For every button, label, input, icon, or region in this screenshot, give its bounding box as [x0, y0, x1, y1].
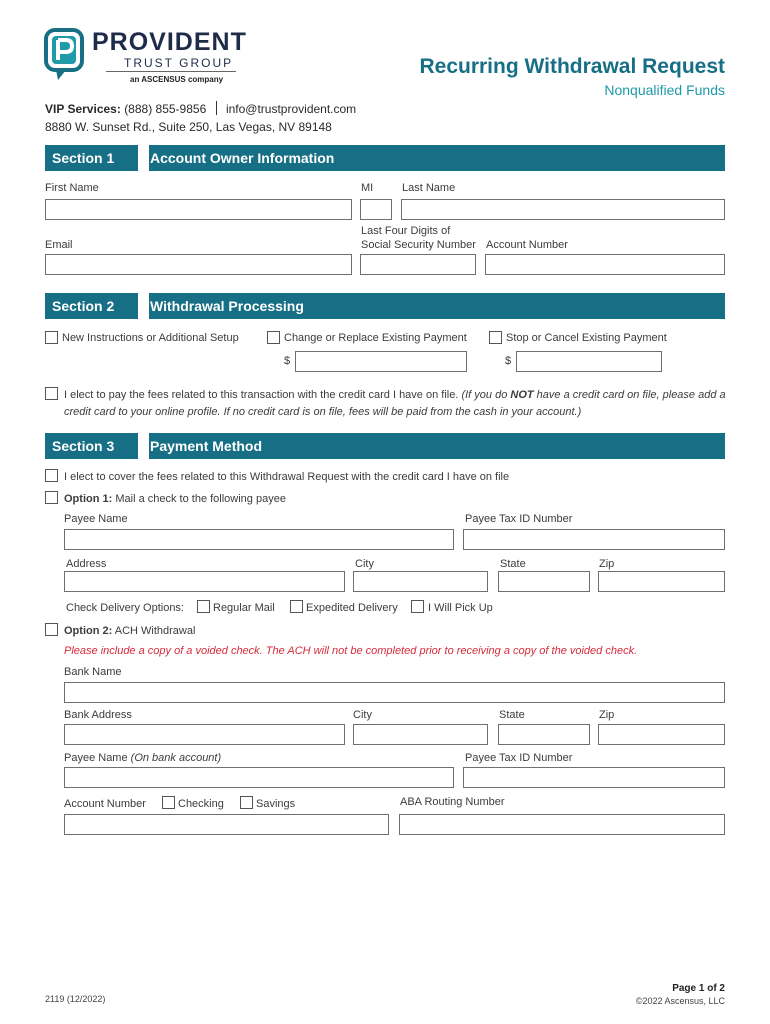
- bank-payee-name-italic: (On bank account): [130, 752, 222, 764]
- section-2-title: Withdrawal Processing: [150, 298, 304, 314]
- vip-phone[interactable]: (888) 855-9856: [124, 102, 207, 116]
- bank-address-label: Bank Address: [64, 709, 132, 721]
- checking-checkbox[interactable]: [162, 796, 175, 809]
- change-dollar-sign: $: [284, 355, 291, 367]
- new-instructions-checkbox[interactable]: [45, 331, 58, 344]
- option-2-checkbox[interactable]: [45, 623, 58, 636]
- pick-up-checkbox[interactable]: [411, 600, 424, 613]
- bank-account-number-field[interactable]: [64, 814, 389, 835]
- savings-label: Savings: [256, 798, 296, 810]
- mi-label: MI: [361, 182, 374, 194]
- last-name-label: Last Name: [402, 182, 456, 194]
- section-1-number: Section 1: [52, 150, 115, 166]
- bank-city-label: City: [353, 709, 372, 721]
- option-2-title: Option 2:: [64, 625, 113, 637]
- fee-not: NOT: [510, 389, 534, 401]
- pick-up-label: I Will Pick Up: [428, 602, 493, 614]
- contact-divider: [216, 101, 217, 115]
- option-1-checkbox[interactable]: [45, 491, 58, 504]
- logo-mark-icon: [44, 28, 84, 82]
- change-payment-checkbox[interactable]: [267, 331, 280, 344]
- ssn-label-line1: Last Four Digits of: [361, 225, 451, 237]
- delivery-options-label: Check Delivery Options:: [66, 602, 184, 614]
- option-1-text: Mail a check to the following payee: [115, 493, 286, 505]
- section-3-title: Payment Method: [150, 438, 263, 454]
- city-field[interactable]: [353, 571, 488, 592]
- state-field[interactable]: [498, 571, 590, 592]
- logo-tag: an ASCENSUS company: [130, 75, 224, 84]
- payee-tax-id-field[interactable]: [463, 529, 725, 550]
- first-name-field[interactable]: [45, 199, 352, 220]
- savings-checkbox[interactable]: [240, 796, 253, 809]
- section-divider: [138, 293, 149, 319]
- ssn-field[interactable]: [360, 254, 476, 275]
- section-2-number: Section 2: [52, 298, 115, 314]
- zip-label: Zip: [599, 558, 615, 570]
- section-1-title: Account Owner Information: [150, 150, 335, 166]
- address-field[interactable]: [64, 571, 345, 592]
- vip-label: VIP Services:: [45, 102, 121, 116]
- bank-name-label: Bank Name: [64, 666, 122, 678]
- page-title: Recurring Withdrawal Request: [419, 55, 725, 78]
- page-subtitle: Nonqualified Funds: [604, 82, 725, 98]
- section-3-header: [45, 433, 725, 459]
- bank-account-number-label: Account Number: [64, 798, 146, 810]
- ssn-label-line2: Social Security Number: [361, 239, 476, 251]
- aba-routing-field[interactable]: [399, 814, 725, 835]
- section-divider: [138, 145, 149, 171]
- zip-field[interactable]: [598, 571, 725, 592]
- address-label: Address: [66, 558, 107, 570]
- fee-italic-a: (If you do: [461, 389, 508, 401]
- stop-dollar-sign: $: [505, 355, 512, 367]
- fee-credit-card-checkbox[interactable]: [45, 387, 58, 400]
- cover-fees-checkbox[interactable]: [45, 469, 58, 482]
- option-1-title: Option 1:: [64, 493, 113, 505]
- bank-payee-tax-field[interactable]: [463, 767, 725, 788]
- first-name-label: First Name: [45, 182, 99, 194]
- bank-state-field[interactable]: [498, 724, 590, 745]
- account-number-field[interactable]: [485, 254, 725, 275]
- stop-payment-checkbox[interactable]: [489, 331, 502, 344]
- logo-sub: TRUST GROUP: [124, 56, 234, 70]
- contact-address: 8880 W. Sunset Rd., Suite 250, Las Vegas, NV 89148: [45, 120, 332, 134]
- payee-name-label: Payee Name: [64, 513, 128, 525]
- bank-payee-name-text: Payee Name: [64, 752, 128, 764]
- bank-payee-tax-label: Payee Tax ID Number: [465, 752, 573, 764]
- regular-mail-checkbox[interactable]: [197, 600, 210, 613]
- contact-line: [45, 101, 356, 116]
- bank-state-label: State: [499, 709, 525, 721]
- fee-credit-card-text: [64, 389, 726, 401]
- payee-tax-id-label: Payee Tax ID Number: [465, 513, 573, 525]
- bank-city-field[interactable]: [353, 724, 488, 745]
- logo-divider: [106, 71, 236, 72]
- new-instructions-label: New Instructions or Additional Setup: [62, 332, 239, 344]
- fee-text: I elect to pay the fees related to this transaction with the credit card I have on file.: [64, 389, 459, 401]
- stop-payment-label: Stop or Cancel Existing Payment: [506, 332, 667, 344]
- last-name-field[interactable]: [401, 199, 725, 220]
- account-number-label: Account Number: [486, 239, 568, 251]
- change-payment-label: Change or Replace Existing Payment: [284, 332, 467, 344]
- email-label: Email: [45, 239, 73, 251]
- payee-name-field[interactable]: [64, 529, 454, 550]
- section-divider: [138, 433, 149, 459]
- option-2-label: [64, 625, 195, 637]
- bank-zip-label: Zip: [599, 709, 615, 721]
- copyright: ©2022 Ascensus, LLC: [635, 996, 725, 1006]
- bank-address-field[interactable]: [64, 724, 345, 745]
- fee-italic-b: have a credit card on file, please add a: [536, 389, 726, 401]
- provident-logo: [44, 28, 274, 88]
- contact-email[interactable]: info@trustprovident.com: [225, 102, 357, 116]
- expedited-delivery-checkbox[interactable]: [290, 600, 303, 613]
- section-1-header: [45, 145, 725, 171]
- aba-routing-label: ABA Routing Number: [400, 796, 505, 808]
- option-2-text: ACH Withdrawal: [114, 625, 196, 637]
- page-number: Page 1 of 2: [672, 983, 725, 994]
- regular-mail-label: Regular Mail: [213, 602, 275, 614]
- expedited-delivery-label: Expedited Delivery: [306, 602, 398, 614]
- state-label: State: [500, 558, 526, 570]
- logo-name: PROVIDENT: [92, 28, 247, 56]
- stop-amount-field[interactable]: [516, 351, 662, 372]
- mi-field[interactable]: [360, 199, 392, 220]
- bank-zip-field[interactable]: [598, 724, 725, 745]
- city-label: City: [355, 558, 374, 570]
- section-2-header: [45, 293, 725, 319]
- form-code: 2119 (12/2022): [45, 994, 106, 1004]
- section-3-number: Section 3: [52, 438, 115, 454]
- option-1-label: [64, 493, 286, 505]
- bank-payee-name-field[interactable]: [64, 767, 454, 788]
- change-amount-field[interactable]: [295, 351, 467, 372]
- email-field[interactable]: [45, 254, 352, 275]
- fee-credit-card-text-line2: credit card to your online profile. If no credit card is on file, fees will be paid from the cash in your account.): [64, 406, 582, 418]
- checking-label: Checking: [178, 798, 224, 810]
- voided-check-notice: Please include a copy of a voided check. The ACH will not be completed prior to receiving a copy of the voided check.: [64, 645, 638, 657]
- bank-payee-name-label: [64, 752, 221, 764]
- cover-fees-label: I elect to cover the fees related to this Withdrawal Request with the credit card I have on file: [64, 471, 510, 483]
- bank-name-field[interactable]: [64, 682, 725, 703]
